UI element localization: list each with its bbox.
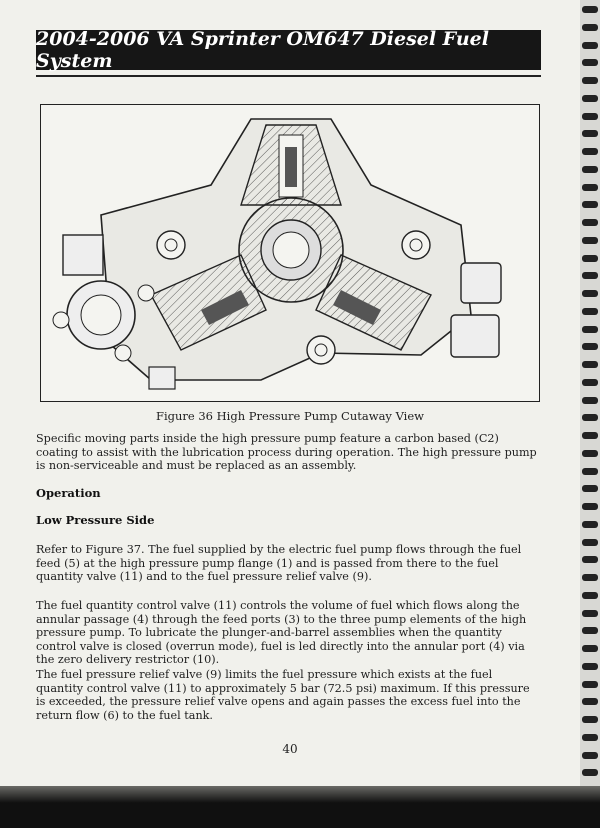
page-bottom-shadow: [0, 786, 600, 828]
outlet-fitting-upper: [461, 263, 501, 303]
valve-bolt-bottom: [115, 345, 131, 361]
pump-cutaway-figure: [40, 104, 540, 402]
valve-bolt-left: [53, 312, 69, 328]
mount-boss-right: [402, 231, 430, 259]
paragraph-1: Refer to Figure 37. The fuel supplied by the electric fuel pump flows through the fuel feed (5) at the high pressure pump flange (1) and is passed from there to the fuel quantity valve (11) and to the fuel pressure relief valve (9).: [36, 543, 522, 584]
paragraph-2: The fuel quantity control valve (11) controls the volume of fuel which flows along the annular passage (4) through the feed ports (3) to the three pump elements of the high pressure pump. To lubricate the plunger-and-barrel assemblies when the quantity control valve is closed (overrun mode), fuel is led directly into the annular port (4) via the zero delivery restrictor (10).: [36, 599, 527, 667]
heading-operation: Operation: [36, 486, 101, 500]
valve-bolt-right: [138, 285, 154, 301]
mount-boss-bottom: [307, 336, 335, 364]
pump-cutaway-drawing: [41, 105, 539, 401]
spiral-binding: [580, 0, 600, 800]
shaft-center: [273, 232, 309, 268]
intro-paragraph: Specific moving parts inside the high pressure pump feature a carbon based (C2) coating to assist with the lubrication process during operation. The high pressure pump is non-serviceable and must be replaced as an assembly.: [36, 432, 537, 473]
heading-low-pressure: Low Pressure Side: [36, 513, 155, 527]
valve-inner-ring: [81, 295, 121, 335]
valve-connector: [63, 235, 103, 275]
header-rule: [36, 75, 541, 77]
page-number: 40: [282, 742, 298, 756]
mount-boss-left: [157, 231, 185, 259]
figure-caption: Figure 36 High Pressure Pump Cutaway View: [155, 409, 425, 423]
paragraph-3: The fuel pressure relief valve (9) limits the fuel pressure which exists at the fuel quantity control valve (11) to approximately 5 bar (72.5 psi) maximum. If this pressure is exceeded, the pressure relief valve opens and again passes the excess fuel into the return flow (6) to the fuel tank.: [36, 668, 530, 722]
page-title: 2004-2006 VA Sprinter OM647 Diesel Fuel System: [36, 28, 489, 72]
outlet-fitting-lower: [451, 315, 499, 357]
plunger-spring-top: [285, 147, 297, 187]
page-header: [36, 30, 541, 70]
feed-port-nut: [149, 367, 175, 389]
